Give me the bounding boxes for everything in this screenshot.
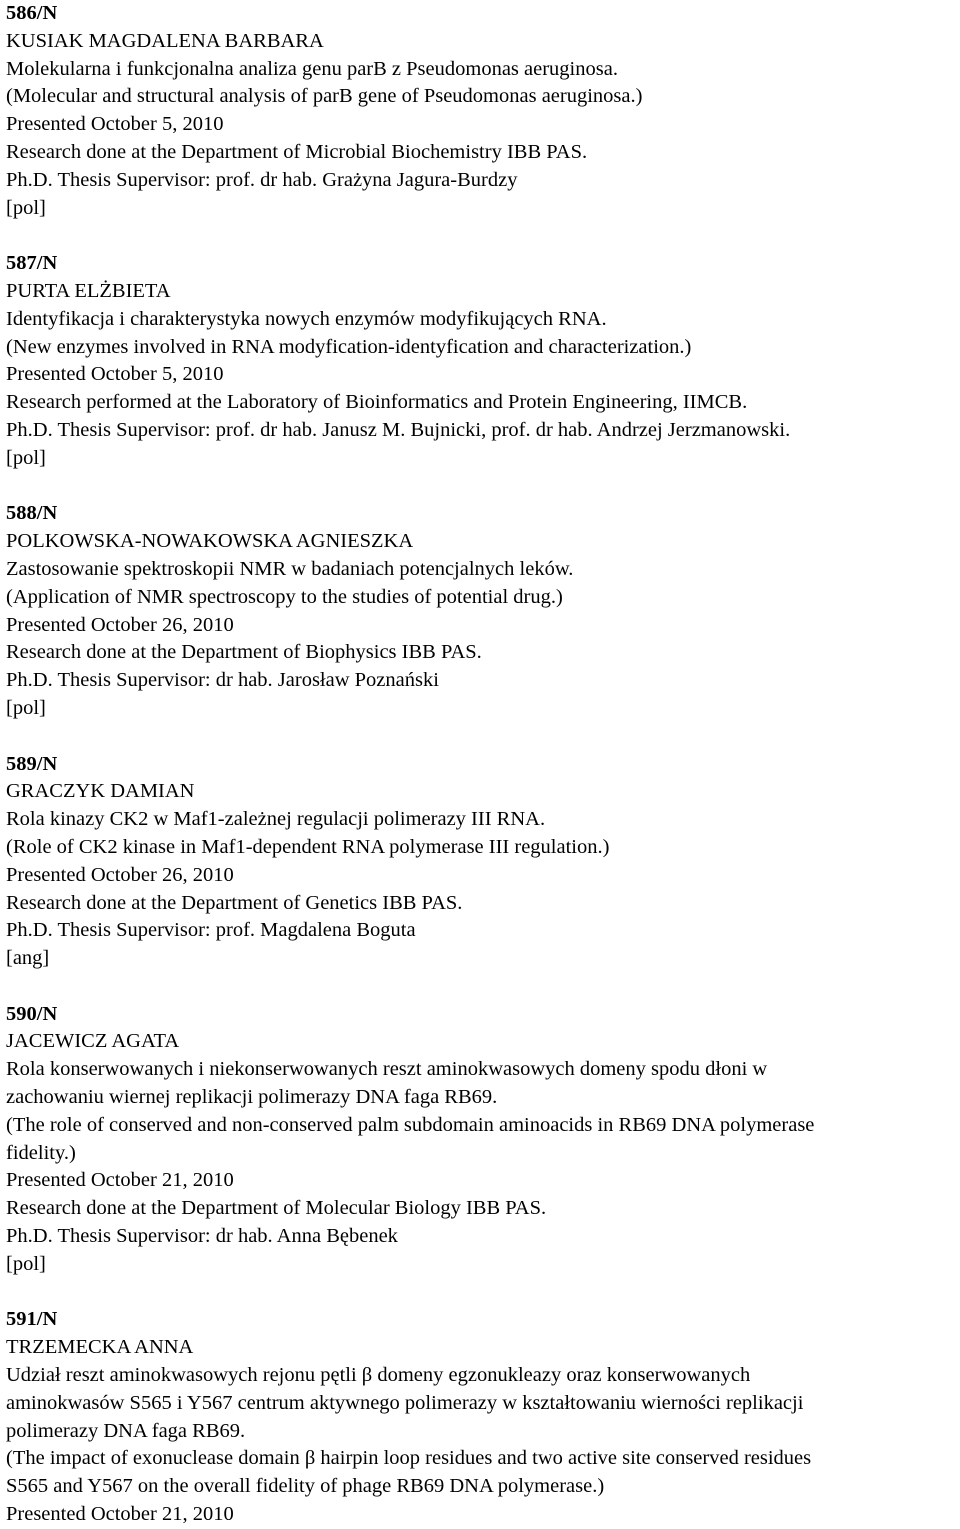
entry-detail-line: Research done at the Department of Microbial Biochemistry IBB PAS. bbox=[6, 140, 588, 163]
entry-detail-line: [pol] bbox=[6, 696, 46, 719]
entry-detail-line: (The impact of exonuclease domain β hairpin loop residues and two active site conserved residues bbox=[6, 1447, 812, 1470]
entry-detail-line: zachowaniu wiernej replikacji polimerazy DNA faga RB69. bbox=[6, 1086, 498, 1109]
entry-detail-line: Presented October 26, 2010 bbox=[6, 863, 234, 886]
entry-detail-line: Ph.D. Thesis Supervisor: prof. dr hab. Janusz M. Bujnicki, prof. dr hab. Andrzej Jerzmanowski. bbox=[6, 418, 791, 441]
entry-separator bbox=[6, 973, 956, 1001]
entry-author: TRZEMECKA ANNA bbox=[6, 1336, 194, 1359]
thesis-entry bbox=[6, 0, 956, 222]
entry-detail-line: Presented October 26, 2010 bbox=[6, 613, 234, 636]
entry-detail-line: Presented October 21, 2010 bbox=[6, 1169, 234, 1192]
thesis-entry bbox=[6, 1001, 956, 1279]
entry-detail-line: Presented October 5, 2010 bbox=[6, 363, 224, 386]
entry-number: 590/N bbox=[6, 1002, 58, 1025]
entry-detail-line: Research done at the Department of Biophysics IBB PAS. bbox=[6, 641, 482, 664]
entry-author: POLKOWSKA-NOWAKOWSKA AGNIESZKA bbox=[6, 530, 414, 553]
entry-detail-line: Rola konserwowanych i niekonserwowanych reszt aminokwasowych domeny spodu dłoni w bbox=[6, 1058, 768, 1081]
entry-detail-line: Zastosowanie spektroskopii NMR w badaniach potencjalnych leków. bbox=[6, 557, 574, 580]
entry-detail-line: Research done at the Department of Molecular Biology IBB PAS. bbox=[6, 1197, 547, 1220]
entry-separator bbox=[6, 473, 956, 501]
thesis-entry bbox=[6, 250, 956, 472]
entry-detail-line: Identyfikacja i charakterystyka nowych enzymów modyfikujących RNA. bbox=[6, 307, 607, 330]
entry-detail-line: (Role of CK2 kinase in Maf1-dependent RNA polymerase III regulation.) bbox=[6, 835, 610, 858]
entry-separator bbox=[6, 723, 956, 751]
entry-number: 586/N bbox=[6, 2, 58, 24]
entry-author: GRACZYK DAMIAN bbox=[6, 780, 195, 803]
entry-separator bbox=[6, 1279, 956, 1307]
entry-detail-line: aminokwasów S565 i Y567 centrum aktywnego polimerazy w kształtowaniu wierności replikacji bbox=[6, 1391, 804, 1414]
entry-detail-line: [pol] bbox=[6, 1252, 46, 1275]
thesis-entry bbox=[6, 1306, 956, 1528]
entry-detail-line: Ph.D. Thesis Supervisor: dr hab. Jarosław Poznański bbox=[6, 669, 439, 692]
entry-author: KUSIAK MAGDALENA BARBARA bbox=[6, 29, 324, 52]
entry-detail-line: Molekularna i funkcjonalna analiza genu parB z Pseudomonas aeruginosa. bbox=[6, 57, 618, 80]
entry-detail-line: Research done at the Department of Genetics IBB PAS. bbox=[6, 891, 463, 914]
entry-detail-line: Presented October 5, 2010 bbox=[6, 113, 224, 136]
entry-separator bbox=[6, 222, 956, 250]
entry-detail-line: Ph.D. Thesis Supervisor: prof. Magdalena Boguta bbox=[6, 919, 416, 942]
entry-detail-line: [ang] bbox=[6, 947, 50, 970]
entry-detail-line: Ph.D. Thesis Supervisor: dr hab. Anna Bębenek bbox=[6, 1225, 398, 1248]
thesis-entry bbox=[6, 500, 956, 722]
entry-detail-line: Udział reszt aminokwasowych rejonu pętli β domeny egzonukleazy oraz konserwowanych bbox=[6, 1364, 751, 1387]
entry-detail-line: polimerazy DNA faga RB69. bbox=[6, 1419, 246, 1442]
entry-detail-line: (New enzymes involved in RNA modyfication-identyfication and characterization.) bbox=[6, 335, 692, 358]
entry-detail-line: Ph.D. Thesis Supervisor: prof. dr hab. Grażyna Jagura-Burdzy bbox=[6, 168, 518, 191]
entry-detail-line: Rola kinazy CK2 w Maf1-zależnej regulacji polimerazy III RNA. bbox=[6, 808, 546, 831]
entry-number: 587/N bbox=[6, 252, 58, 275]
entry-detail-line: S565 and Y567 on the overall fidelity of phage RB69 DNA polymerase.) bbox=[6, 1475, 605, 1498]
entry-detail-line: [pol] bbox=[6, 196, 46, 219]
entry-detail-line: (Application of NMR spectroscopy to the studies of potential drug.) bbox=[6, 585, 563, 608]
entry-detail-line: [pol] bbox=[6, 446, 46, 469]
entry-detail-line: Research performed at the Laboratory of Bioinformatics and Protein Engineering, IIMCB. bbox=[6, 391, 748, 414]
entry-detail-line: fidelity.) bbox=[6, 1141, 76, 1164]
entry-author: PURTA ELŻBIETA bbox=[6, 279, 171, 302]
thesis-entry bbox=[6, 751, 956, 973]
entry-number: 589/N bbox=[6, 752, 58, 775]
entry-number: 588/N bbox=[6, 502, 58, 525]
entry-detail-line: Presented October 21, 2010 bbox=[6, 1503, 234, 1526]
entry-number: 591/N bbox=[6, 1308, 58, 1331]
entry-detail-line: (The role of conserved and non-conserved palm subdomain aminoacids in RB69 DNA polymerase bbox=[6, 1113, 815, 1136]
entry-author: JACEWICZ AGATA bbox=[6, 1030, 180, 1053]
thesis-list bbox=[6, 0, 956, 1529]
entry-detail-line: (Molecular and structural analysis of parB gene of Pseudomonas aeruginosa.) bbox=[6, 85, 643, 108]
